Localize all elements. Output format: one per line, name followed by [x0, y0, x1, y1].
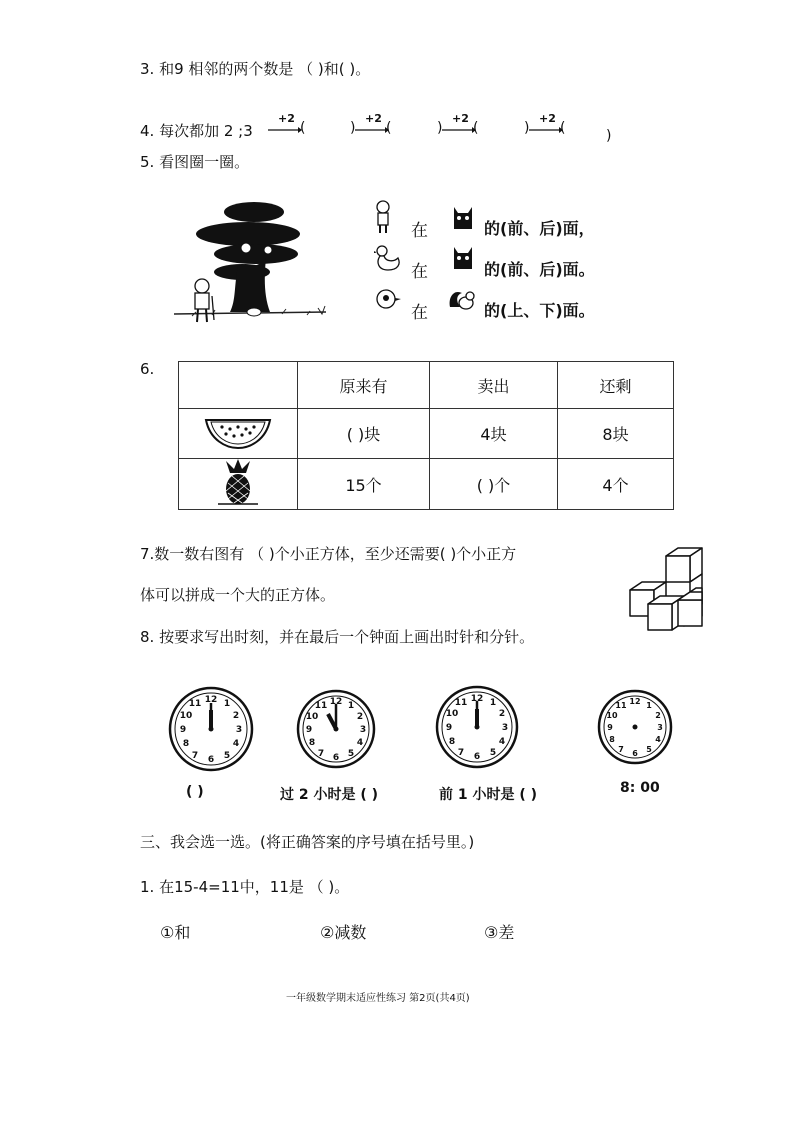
svg-text:11: 11 — [188, 699, 202, 709]
svg-text:12: 12 — [629, 697, 641, 706]
svg-text:6: 6 — [332, 753, 340, 763]
question-5-title: 5. 看图圈一圈。 — [140, 153, 250, 171]
pineapple-icon — [216, 459, 260, 505]
svg-text:12: 12 — [470, 694, 484, 704]
row-suffix: 的(上、下)面。 — [484, 301, 595, 320]
row-word: 在 — [411, 221, 428, 241]
cat-icon — [450, 205, 476, 231]
step-label: +2 — [539, 112, 556, 125]
arrow-right-icon — [442, 126, 476, 134]
squirrel-icon — [446, 287, 476, 311]
svg-text:1: 1 — [347, 701, 355, 711]
row-word: 在 — [411, 262, 428, 282]
svg-text:10: 10 — [606, 711, 618, 720]
svg-text:4: 4 — [232, 739, 240, 749]
svg-text:10: 10 — [179, 711, 193, 721]
clock-face-12-second — [435, 684, 519, 770]
old-man-icon — [373, 200, 393, 234]
table-cell: ( )块 — [298, 409, 430, 459]
svg-text:8: 8 — [609, 735, 615, 744]
table-cell-fruit — [179, 459, 298, 510]
table-header-cell: 卖出 — [430, 362, 558, 409]
clock-caption-1: ( ) — [186, 784, 204, 800]
option-2[interactable]: ②减数 — [320, 923, 367, 942]
svg-text:9: 9 — [305, 725, 313, 735]
svg-text:5: 5 — [223, 751, 231, 761]
table-cell: 8块 — [558, 409, 674, 459]
blank-close-paren: ) — [524, 120, 530, 136]
svg-text:7: 7 — [457, 748, 465, 758]
clock-face-12 — [168, 686, 254, 772]
svg-text:10: 10 — [445, 709, 459, 719]
table-row — [179, 409, 674, 459]
section-3-title: 三、我会选一选。(将正确答案的序号填在括号里。) — [140, 833, 475, 851]
table-cell: 4块 — [430, 409, 558, 459]
svg-text:3: 3 — [501, 723, 509, 733]
clock-caption-2: 过 2 小时是 ( ) — [280, 787, 379, 803]
row-suffix: 的(前、后)面。 — [484, 260, 595, 279]
step-label: +2 — [278, 112, 295, 125]
svg-text:2: 2 — [232, 711, 240, 721]
svg-text:7: 7 — [317, 749, 325, 759]
option-3[interactable]: ③差 — [484, 923, 515, 942]
svg-text:3: 3 — [359, 725, 367, 735]
fruit-table — [178, 361, 674, 510]
svg-text:12: 12 — [329, 697, 343, 707]
svg-text:2: 2 — [498, 709, 506, 719]
blank-close-paren: ) — [437, 120, 443, 136]
table-header-cell — [179, 362, 298, 409]
watermelon-icon — [202, 414, 274, 450]
svg-text:8: 8 — [448, 737, 456, 747]
blank-open-paren: ( — [560, 120, 566, 136]
svg-text:2: 2 — [655, 711, 661, 720]
svg-text:1: 1 — [646, 701, 652, 710]
duck-icon — [374, 244, 402, 272]
tree-illustration — [172, 196, 328, 328]
svg-text:5: 5 — [489, 748, 497, 758]
svg-text:8: 8 — [182, 739, 190, 749]
question-3: 3. 和9 相邻的两个数是 （ )和( )。 — [140, 60, 371, 78]
svg-text:5: 5 — [347, 749, 355, 759]
svg-text:5: 5 — [646, 745, 652, 754]
row-word: 在 — [411, 303, 428, 323]
row-suffix: 的(前、后)面， — [484, 219, 595, 238]
svg-text:4: 4 — [498, 737, 506, 747]
svg-text:4: 4 — [356, 738, 364, 748]
clock-caption-4: 8: 00 — [620, 780, 660, 796]
cube-stack-illustration — [626, 544, 706, 644]
section-3-question-1: 1. 在15-4=11中，11是 （ )。 — [140, 878, 350, 896]
table-header-cell: 还剩 — [558, 362, 674, 409]
table-cell: 4个 — [558, 459, 674, 510]
table-cell: 15个 — [298, 459, 430, 510]
svg-text:9: 9 — [445, 723, 453, 733]
svg-text:9: 9 — [179, 725, 187, 735]
svg-text:1: 1 — [489, 698, 497, 708]
svg-text:11: 11 — [615, 701, 627, 710]
svg-text:6: 6 — [632, 749, 638, 758]
svg-text:7: 7 — [191, 751, 199, 761]
option-1[interactable]: ①和 — [160, 923, 191, 942]
blank-open-paren: ( — [300, 120, 306, 136]
arrow-right-icon — [529, 126, 563, 134]
clock-face-11 — [296, 686, 376, 772]
question-7-line2: 体可以拼成一个大的正方体。 — [140, 586, 336, 604]
blank-open-paren: ( — [386, 120, 392, 136]
blank-close-paren: ) — [350, 120, 356, 136]
clock-caption-3: 前 1 小时是 ( ) — [439, 787, 538, 803]
svg-text:11: 11 — [454, 698, 468, 708]
table-cell-fruit — [179, 409, 298, 459]
table-header-row — [179, 362, 674, 409]
blank-close-paren: ) — [606, 128, 612, 144]
question-6-number: 6. — [140, 360, 155, 378]
table-header-cell: 原来有 — [298, 362, 430, 409]
table-cell: ( )个 — [430, 459, 558, 510]
step-label: +2 — [452, 112, 469, 125]
svg-text:3: 3 — [657, 723, 663, 732]
svg-text:8: 8 — [308, 738, 316, 748]
arrow-right-icon — [268, 126, 302, 134]
svg-text:12: 12 — [204, 695, 218, 705]
svg-text:3: 3 — [235, 725, 243, 735]
bird-icon — [374, 287, 402, 311]
arrow-right-icon — [355, 126, 389, 134]
question-7-line1: 7.数一数右图有 （ )个小正方体，至少还需要( )个小正方 — [140, 545, 517, 563]
blank-open-paren: ( — [473, 120, 479, 136]
svg-text:4: 4 — [655, 735, 661, 744]
svg-text:6: 6 — [207, 755, 215, 765]
question-8-text: 8. 按要求写出时刻，并在最后一个钟面上画出时针和分针。 — [140, 628, 535, 646]
svg-text:9: 9 — [607, 723, 613, 732]
question-4-prefix: 4. 每次都加 2 ;3 — [140, 122, 253, 140]
svg-text:11: 11 — [314, 701, 328, 711]
svg-text:7: 7 — [618, 745, 624, 754]
svg-text:10: 10 — [305, 712, 319, 722]
svg-text:1: 1 — [223, 699, 231, 709]
svg-text:2: 2 — [356, 712, 364, 722]
svg-text:6: 6 — [473, 752, 481, 762]
step-label: +2 — [365, 112, 382, 125]
table-row — [179, 459, 674, 510]
clock-face-blank[interactable] — [597, 684, 673, 770]
page-footer: 一年级数学期末适应性练习 第2页(共4页) — [286, 993, 470, 1004]
cat-icon — [450, 245, 476, 271]
